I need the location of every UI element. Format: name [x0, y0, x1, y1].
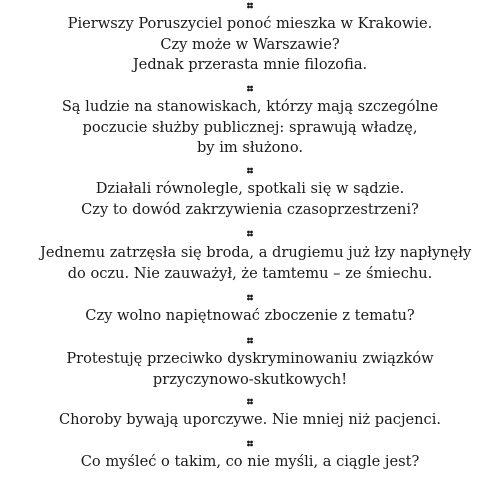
aphorism-line: Jednemu zatrzęsła się broda, a drugiemu już łzy napłynęły: [40, 244, 472, 261]
aphorism-line: Czy to dowód zakrzywienia czasoprzestrzeni?: [81, 200, 419, 218]
aphorism-line: Czy wolno napiętnować zboczenie z tematu?: [85, 307, 415, 324]
ornament-divider-icon: [247, 398, 254, 405]
aphorism-4: [40, 243, 472, 284]
aphorism-line: Są ludzie na stanowiskach, którzy mają szczególne: [61, 98, 439, 115]
aphorism-line: Choroby bywają uporczywe. Nie mniej niż pacjenci.: [58, 411, 442, 428]
aphorism-6: [40, 349, 460, 390]
ornament-divider-icon: [247, 230, 254, 237]
aphorism-line: Protestuję przeciwko dyskryminowaniu związków: [66, 350, 434, 367]
aphorism-line: Czy może w Warszawie?: [160, 35, 340, 53]
ornament-divider-icon: [247, 440, 254, 447]
aphorism-line: by im służono.: [196, 139, 304, 156]
ornament-divider-icon: [247, 167, 254, 174]
aphorism-line: Jednak przerasta mnie filozofia.: [132, 56, 368, 73]
aphorism-8: [40, 452, 460, 473]
aphorism-line: Co myśleć o takim, co nie myśli, a ciągle jest?: [80, 453, 420, 470]
aphorism-7: [40, 410, 460, 431]
aphorism-line: Pierwszy Poruszyciel ponoć mieszka w Krakowie.: [67, 15, 433, 32]
aphorism-line: do oczu. Nie zauważył, że tamtemu – ze śmiechu.: [67, 264, 433, 282]
aphorism-line: Działali równolegle, spotkali się w sądzie.: [95, 180, 405, 197]
aphorism-line: przyczynowo-skutkowych!: [152, 370, 348, 388]
aphorism-3: [40, 179, 460, 220]
aphorism-5: [40, 306, 460, 327]
ornament-divider-icon: [247, 294, 254, 301]
ornament-divider-icon: [247, 2, 254, 9]
aphorism-2: [40, 97, 460, 159]
aphorism-1: [40, 14, 460, 76]
ornament-divider-icon: [247, 337, 254, 344]
ornament-divider-icon: [247, 85, 254, 92]
aphorism-line: poczucie służby publicznej: sprawują władzę,: [82, 118, 418, 136]
